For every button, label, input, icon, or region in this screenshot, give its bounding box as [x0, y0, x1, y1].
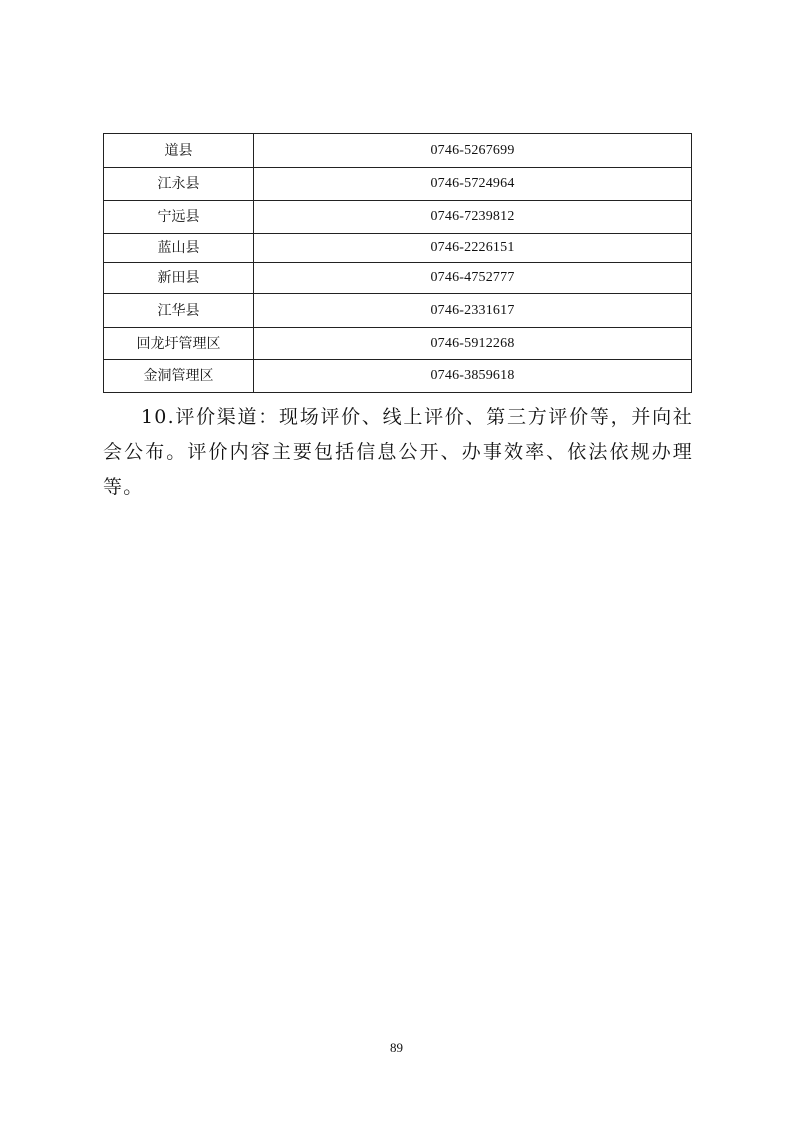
table-row: [104, 328, 692, 360]
table-row: [104, 168, 692, 201]
area-cell: 宁远县: [104, 201, 254, 234]
table-row: [104, 134, 692, 168]
area-cell: 蓝山县: [104, 234, 254, 263]
phone-cell: 0746-5267699: [254, 134, 692, 168]
area-cell: 新田县: [104, 263, 254, 294]
contact-table: [103, 133, 692, 393]
table-row: [104, 234, 692, 263]
table-row: [104, 201, 692, 234]
evaluation-paragraph: 10.评价渠道：现场评价、线上评价、第三方评价等，并向社会公布。评价内容主要包括信息公开、办事效率、依法依规办理等。: [103, 406, 693, 498]
phone-cell: 0746-5724964: [254, 168, 692, 201]
area-cell: 江永县: [104, 168, 254, 201]
phone-cell: 0746-4752777: [254, 263, 692, 294]
phone-cell: 0746-2226151: [254, 234, 692, 263]
area-cell: 金洞管理区: [104, 360, 254, 393]
phone-cell: 0746-5912268: [254, 328, 692, 360]
phone-cell: 0746-3859618: [254, 360, 692, 393]
phone-cell: 0746-7239812: [254, 201, 692, 234]
area-cell: 江华县: [104, 294, 254, 328]
table-row: [104, 263, 692, 294]
table-row: [104, 360, 692, 393]
page-number: 89: [390, 1040, 403, 1055]
area-cell: 回龙圩管理区: [104, 328, 254, 360]
table-row: [104, 294, 692, 328]
phone-cell: 0746-2331617: [254, 294, 692, 328]
area-cell: 道县: [104, 134, 254, 168]
